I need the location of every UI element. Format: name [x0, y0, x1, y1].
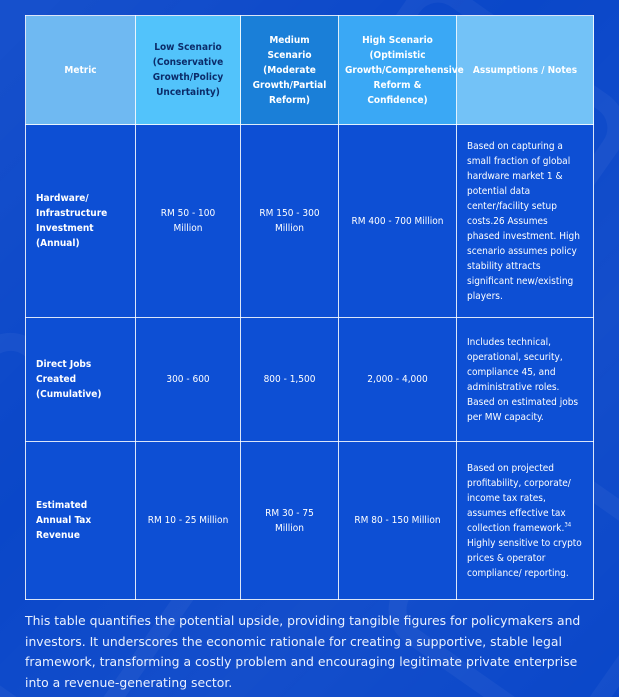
low-value: RM 10 - 25 Million [136, 442, 241, 600]
scenario-table [25, 15, 594, 600]
header-assumptions: Assumptions / Notes [457, 16, 594, 125]
note-text: Based on projected profitability, corporate/ income tax rates, assumes effective tax collection framework. [467, 462, 571, 534]
table-header-row [26, 16, 594, 125]
assumption-note: Includes technical, operational, security, compliance 45, and administrative roles. Based on estimated jobs per MW capacity. [457, 318, 594, 442]
high-value: RM 80 - 150 Million [339, 442, 457, 600]
table-row [26, 318, 594, 442]
table-container [25, 15, 593, 600]
row-metric: Hardware/ Infrastructure Investment (Annual) [26, 125, 136, 318]
row-metric: Estimated Annual Tax Revenue [26, 442, 136, 600]
medium-value: RM 150 - 300 Million [241, 125, 339, 318]
header-medium-scenario: Medium Scenario (Moderate Growth/Partial Reform) [241, 16, 339, 125]
assumption-note: Based on capturing a small fraction of global hardware market 1 & potential data center/facility setup costs.26 Assumes phased investment. High scenario assumes policy stability attracts significant new/existing players. [457, 125, 594, 318]
header-metric: Metric [26, 16, 136, 125]
high-value: 2,000 - 4,000 [339, 318, 457, 442]
low-value: RM 50 - 100 Million [136, 125, 241, 318]
header-low-scenario: Low Scenario (Conservative Growth/Policy Uncertainty) [136, 16, 241, 125]
low-value: 300 - 600 [136, 318, 241, 442]
summary-paragraph: This table quantifies the potential upside, providing tangible figures for policymakers and investors. It underscores the economic rationale for creating a supportive, stable legal framework, transforming a costly problem and encouraging legitimate private enterprise into a revenue-generating sector. [25, 613, 581, 690]
note-text: Highly sensitive to crypto prices & operator compliance/ reporting. [467, 537, 582, 579]
footnote-marker: 34 [564, 521, 572, 529]
medium-value: 800 - 1,500 [241, 318, 339, 442]
medium-value: RM 30 - 75 Million [241, 442, 339, 600]
high-value: RM 400 - 700 Million [339, 125, 457, 318]
table-row [26, 125, 594, 318]
assumption-note [457, 442, 594, 600]
header-high-scenario: High Scenario (Optimistic Growth/Comprehensive Reform & Confidence) [339, 16, 457, 125]
table-row [26, 442, 594, 600]
row-metric: Direct Jobs Created (Cumulative) [26, 318, 136, 442]
